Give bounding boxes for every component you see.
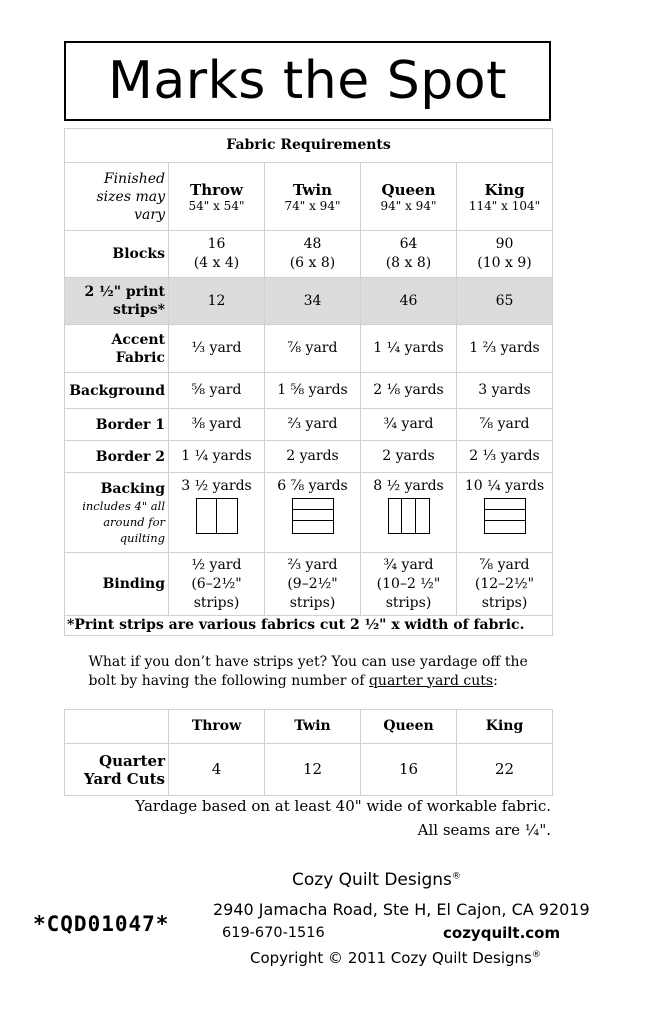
table-heading: Fabric Requirements (65, 129, 553, 163)
row-label: Accent Fabric (65, 325, 169, 373)
row-binding (65, 553, 553, 616)
seams-note: All seams are ¼". (417, 821, 551, 839)
backing-layout-3-horizontal-icon (484, 498, 526, 534)
company-phone: 619-670-1516 (222, 925, 325, 941)
company-name: Cozy Quilt Designs® (292, 870, 461, 890)
copyright: Copyright © 2011 Cozy Quilt Designs® (250, 949, 541, 967)
table-cell: ⅝ yard (169, 373, 265, 409)
product-code: *CQD01047* (33, 912, 170, 936)
table-cell: ⅜ yard (169, 409, 265, 441)
row-print-strips (65, 278, 553, 325)
table-cell: 1 ⅔ yards (457, 325, 553, 373)
table-cell: 2 ⅛ yards (361, 373, 457, 409)
empty-cell (65, 710, 169, 744)
row-background (65, 373, 553, 409)
table-cell: 1 ¼ yards (361, 325, 457, 373)
title-box (64, 41, 551, 121)
table-cell: 1 ¼ yards (169, 441, 265, 473)
table-cell: Twin (265, 710, 361, 744)
row-blocks (65, 231, 553, 278)
row-label: 2 ½" print strips* (65, 278, 169, 325)
table-cell: ⅓ yard (169, 325, 265, 373)
row-label: Quarter Yard Cuts (65, 744, 169, 796)
table-cell: Throw (169, 710, 265, 744)
backing-note: includes 4" all around for quilting (82, 498, 165, 545)
table-cell: 34 (265, 278, 361, 325)
row-label: Border 1 (65, 409, 169, 441)
table-cell: 46 (361, 278, 457, 325)
company-address: 2940 Jamacha Road, Ste H, El Cajon, CA 92019 (213, 900, 590, 919)
quarter-values-row (65, 744, 553, 796)
table-cell: 2 yards (265, 441, 361, 473)
row-label: Binding (65, 553, 169, 616)
table-cell: 16 (4 x 4) (169, 231, 265, 278)
table-cell: 6 ⅞ yards (265, 473, 361, 553)
table-cell: 8 ½ yards (361, 473, 457, 553)
table-cell: 4 (169, 744, 265, 796)
row-backing (65, 473, 553, 553)
quarter-yard-paragraph: What if you don’t have strips yet? You can use yardage off the bolt by having the following number of quarter yard cuts: (88, 653, 528, 689)
table-cell: ⅔ yard (9–2½" strips) (265, 553, 361, 616)
table-cell: 65 (457, 278, 553, 325)
row-border1 (65, 409, 553, 441)
row-label: Background (65, 373, 169, 409)
table-cell: 10 ¼ yards (457, 473, 553, 553)
row-accent (65, 325, 553, 373)
table-cell: 90 (10 x 9) (457, 231, 553, 278)
row-label: Backing includes 4" all around for quilting (65, 473, 169, 553)
table-cell: King (457, 710, 553, 744)
table-cell: 12 (169, 278, 265, 325)
size-twin: Twin 74" x 94" (265, 163, 361, 231)
fabric-requirements-table (64, 128, 553, 796)
table-cell: ¾ yard (10–2 ½" strips) (361, 553, 457, 616)
pattern-title: Marks the Spot (108, 51, 507, 111)
finished-sizes-note: Finished sizes may vary (65, 163, 169, 231)
size-throw: Throw 54" x 54" (169, 163, 265, 231)
table-cell: 3 ½ yards (169, 473, 265, 553)
print-strips-footnote: *Print strips are various fabrics cut 2 ½" x width of fabric. (65, 616, 553, 636)
row-label: Border 2 (65, 441, 169, 473)
table-cell: ¾ yard (361, 409, 457, 441)
table-cell: ⅞ yard (457, 409, 553, 441)
table-cell: 2 yards (361, 441, 457, 473)
size-queen: Queen 94" x 94" (361, 163, 457, 231)
table-cell: 12 (265, 744, 361, 796)
row-label: Blocks (65, 231, 169, 278)
table-cell: 16 (361, 744, 457, 796)
table-cell: 64 (8 x 8) (361, 231, 457, 278)
table-cell: ½ yard (6–2½" strips) (169, 553, 265, 616)
backing-layout-3-vertical-icon (388, 498, 430, 534)
company-website: cozyquilt.com (443, 924, 561, 942)
backing-layout-2-vertical-icon (196, 498, 238, 534)
table-cell: 2 ⅓ yards (457, 441, 553, 473)
backing-layout-3-horizontal-icon (292, 498, 334, 534)
table-cell: 22 (457, 744, 553, 796)
quarter-header-row (65, 710, 553, 744)
yardage-note: Yardage based on at least 40" wide of workable fabric. (135, 797, 551, 815)
table-cell: 48 (6 x 8) (265, 231, 361, 278)
table-cell: Queen (361, 710, 457, 744)
row-border2 (65, 441, 553, 473)
size-king: King 114" x 104" (457, 163, 553, 231)
table-cell: 3 yards (457, 373, 553, 409)
table-cell: 1 ⅝ yards (265, 373, 361, 409)
table-cell: ⅔ yard (265, 409, 361, 441)
table-cell: ⅞ yard (265, 325, 361, 373)
table-cell: ⅞ yard (12–2½" strips) (457, 553, 553, 616)
